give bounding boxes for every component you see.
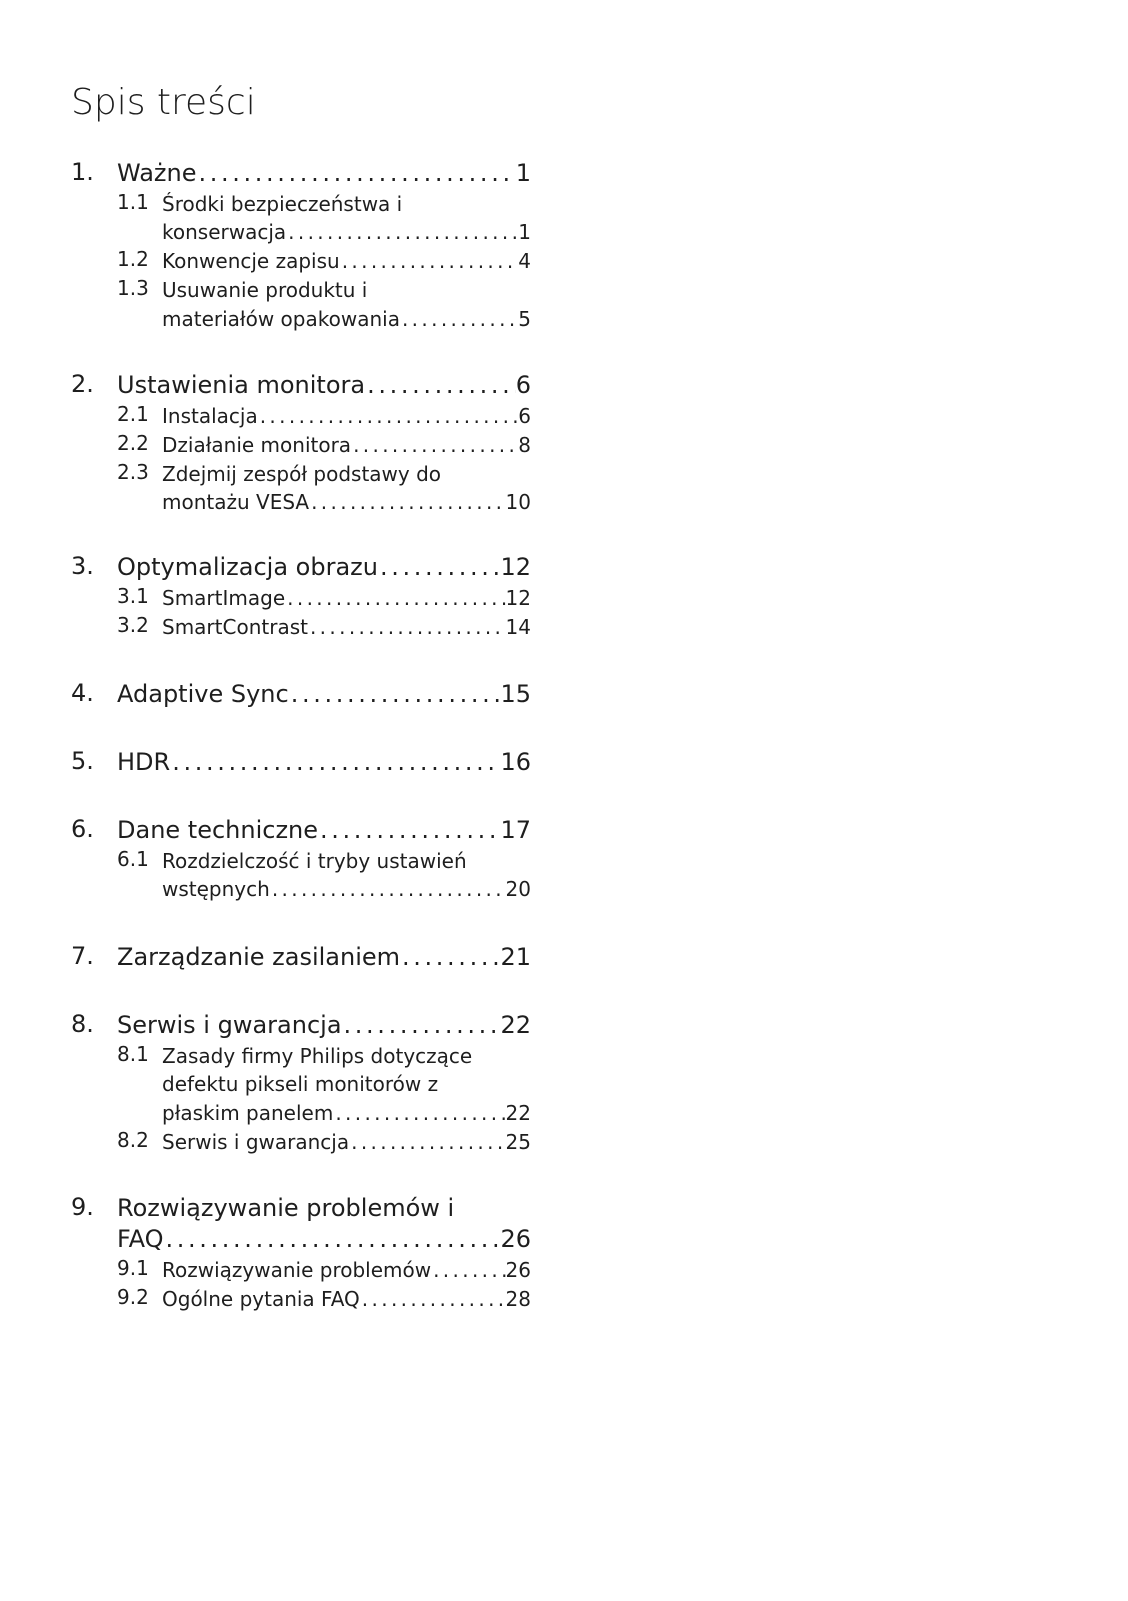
toc-line bbox=[162, 847, 531, 876]
toc-line bbox=[117, 1010, 531, 1041]
toc-page-number: 1 bbox=[518, 220, 531, 245]
toc-line bbox=[117, 552, 531, 583]
toc-line bbox=[162, 488, 531, 517]
toc-title-text: Optymalizacja obrazu bbox=[117, 553, 378, 581]
toc-page-number: 15 bbox=[500, 680, 531, 708]
toc-entry-body bbox=[117, 815, 531, 846]
toc-line bbox=[162, 305, 531, 334]
dot-leader bbox=[286, 218, 518, 247]
toc-page-number: 16 bbox=[500, 748, 531, 776]
toc-entry-body bbox=[117, 1193, 531, 1255]
toc-title-text: materiałów opakowania bbox=[162, 306, 400, 331]
toc-number: 3. bbox=[71, 552, 94, 580]
toc-title-text: Działanie monitora bbox=[162, 432, 352, 457]
toc-line bbox=[162, 1070, 531, 1099]
toc-entry-body bbox=[117, 552, 531, 583]
toc-entry-body bbox=[117, 942, 531, 973]
toc-title-text: Serwis i gwarancja bbox=[117, 1011, 342, 1039]
toc-line bbox=[162, 1256, 531, 1285]
toc-line bbox=[117, 370, 531, 401]
toc-number: 2. bbox=[71, 370, 94, 398]
toc-line bbox=[162, 1042, 531, 1071]
toc-number: 9. bbox=[71, 1193, 94, 1221]
toc-line bbox=[162, 276, 531, 305]
dot-leader bbox=[378, 552, 500, 583]
toc-page-number: 12 bbox=[505, 585, 531, 610]
dot-leader bbox=[365, 370, 516, 401]
toc-entry-body bbox=[162, 584, 531, 613]
toc-entry-body bbox=[162, 1285, 531, 1314]
toc-entry-body bbox=[162, 247, 531, 276]
toc-line bbox=[162, 460, 531, 489]
toc-title-text: Dane techniczne bbox=[117, 816, 319, 844]
toc-entry-body bbox=[162, 1042, 531, 1128]
toc-number: 6. bbox=[71, 815, 94, 843]
toc-number: 8.2 bbox=[117, 1127, 149, 1152]
toc-line bbox=[117, 679, 531, 710]
toc-number: 3.2 bbox=[117, 612, 149, 637]
toc-page-number: 10 bbox=[505, 490, 531, 515]
toc-page-number: 6 bbox=[515, 371, 531, 399]
toc-page-number: 5 bbox=[518, 306, 531, 331]
toc-entry-body bbox=[117, 1010, 531, 1041]
toc-title-text: Ogólne pytania FAQ bbox=[162, 1286, 360, 1311]
toc-page-number: 25 bbox=[505, 1129, 531, 1154]
toc-title-text: SmartContrast bbox=[162, 614, 308, 639]
dot-leader bbox=[164, 1224, 501, 1255]
dot-leader bbox=[400, 305, 518, 334]
toc-line bbox=[117, 747, 531, 778]
dot-leader bbox=[285, 584, 505, 613]
toc-page-number: 21 bbox=[500, 943, 531, 971]
dot-leader bbox=[342, 1010, 501, 1041]
toc-line bbox=[162, 190, 531, 219]
toc-number: 9.2 bbox=[117, 1284, 149, 1309]
toc-number: 2.3 bbox=[117, 459, 149, 484]
toc-page-number: 26 bbox=[500, 1225, 531, 1253]
toc-number: 1. bbox=[71, 158, 94, 186]
toc-entry-body bbox=[162, 847, 531, 904]
dot-leader bbox=[308, 613, 506, 642]
toc-entry-body bbox=[117, 158, 531, 189]
toc-line bbox=[162, 1099, 531, 1128]
toc-title-text: montażu VESA bbox=[162, 490, 310, 515]
toc-title-text: Konwencje zapisu bbox=[162, 249, 340, 274]
toc-entry-body bbox=[162, 613, 531, 642]
toc-number: 8.1 bbox=[117, 1041, 149, 1066]
toc-page-number: 8 bbox=[518, 432, 531, 457]
toc-line bbox=[117, 1224, 531, 1255]
toc-number: 8. bbox=[71, 1010, 94, 1038]
toc-title-text: konserwacja bbox=[162, 220, 287, 245]
toc-line bbox=[162, 1128, 531, 1157]
toc-title-text: defektu pikseli monitorów z bbox=[162, 1072, 439, 1097]
toc-page-number: 28 bbox=[505, 1286, 531, 1311]
toc-page-number: 22 bbox=[505, 1100, 531, 1125]
toc-line bbox=[162, 875, 531, 904]
toc-entry-body bbox=[162, 1256, 531, 1285]
toc-line bbox=[162, 1285, 531, 1314]
toc-title-text: Instalacja bbox=[162, 403, 258, 428]
toc-title-text: Adaptive Sync bbox=[117, 680, 289, 708]
toc-entry-body bbox=[162, 431, 531, 460]
dot-leader bbox=[289, 679, 501, 710]
dot-leader bbox=[351, 431, 518, 460]
toc-page-number: 6 bbox=[518, 403, 531, 428]
toc-line bbox=[162, 402, 531, 431]
toc-page-number: 4 bbox=[518, 249, 531, 274]
toc-entry-body bbox=[117, 370, 531, 401]
toc-title-text: Rozwiązywanie problemów bbox=[162, 1257, 432, 1282]
toc-page-number: 1 bbox=[515, 159, 531, 187]
toc-number: 3.1 bbox=[117, 583, 149, 608]
toc-number: 2.1 bbox=[117, 401, 149, 426]
toc-number: 2.2 bbox=[117, 430, 149, 455]
toc-title-text: płaskim panelem bbox=[162, 1100, 334, 1125]
toc-line bbox=[162, 584, 531, 613]
toc-page-number: 22 bbox=[500, 1011, 531, 1039]
toc-number: 1.2 bbox=[117, 247, 149, 272]
toc-title-text: Rozwiązywanie problemów i bbox=[117, 1194, 455, 1222]
toc-page-number: 17 bbox=[500, 816, 531, 844]
dot-leader bbox=[258, 402, 519, 431]
toc-title-text: Ważne bbox=[117, 159, 197, 187]
toc-title-text: Rozdzielczość i tryby ustawień bbox=[162, 848, 467, 873]
toc-page-number: 26 bbox=[505, 1257, 531, 1282]
toc-line bbox=[117, 815, 531, 846]
toc-title-text: Zdejmij zespół podstawy do bbox=[162, 461, 442, 486]
toc-entry-body bbox=[117, 747, 531, 778]
toc-entry-body bbox=[117, 679, 531, 710]
toc-number: 4. bbox=[71, 679, 94, 707]
toc-line bbox=[162, 431, 531, 460]
toc-title-text: Zarządzanie zasilaniem bbox=[117, 943, 401, 971]
toc-number: 1.3 bbox=[117, 276, 149, 301]
dot-leader bbox=[431, 1256, 505, 1285]
toc-title-text: wstępnych bbox=[162, 877, 270, 902]
dot-leader bbox=[400, 942, 500, 973]
toc-title-text: Środki bezpieczeństwa i bbox=[162, 191, 403, 216]
toc-page-number: 20 bbox=[505, 877, 531, 902]
toc-line bbox=[162, 247, 531, 276]
dot-leader bbox=[170, 747, 500, 778]
toc-title-text: Serwis i gwarancja bbox=[162, 1129, 350, 1154]
toc-title-text: FAQ bbox=[117, 1225, 164, 1253]
toc-title-text: Ustawienia monitora bbox=[117, 371, 366, 399]
toc-page-number: 14 bbox=[505, 614, 531, 639]
dot-leader bbox=[349, 1128, 505, 1157]
dot-leader bbox=[270, 875, 506, 904]
toc-number: 9.1 bbox=[117, 1255, 149, 1280]
toc-number: 5. bbox=[71, 747, 94, 775]
toc-line bbox=[117, 1193, 531, 1224]
toc-title-text: Usuwanie produktu i bbox=[162, 278, 368, 303]
toc-number: 6.1 bbox=[117, 846, 149, 871]
dot-leader bbox=[309, 488, 505, 517]
toc-entry-body bbox=[162, 402, 531, 431]
toc-entry-body bbox=[162, 190, 531, 247]
toc-entry-body bbox=[162, 276, 531, 333]
toc-entry-body bbox=[162, 460, 531, 517]
toc-title-text: HDR bbox=[117, 748, 171, 776]
dot-leader bbox=[196, 158, 515, 189]
toc-entry-body bbox=[162, 1128, 531, 1157]
dot-leader bbox=[333, 1099, 505, 1128]
toc-page-number: 12 bbox=[500, 553, 531, 581]
toc-line bbox=[117, 158, 531, 189]
toc-line bbox=[162, 218, 531, 247]
toc-title-text: SmartImage bbox=[162, 585, 286, 610]
dot-leader bbox=[318, 815, 500, 846]
toc-number: 1.1 bbox=[117, 189, 149, 214]
dot-leader bbox=[340, 247, 519, 276]
toc-line bbox=[162, 613, 531, 642]
toc-line bbox=[117, 942, 531, 973]
toc-title-text: Zasady firmy Philips dotyczące bbox=[162, 1043, 473, 1068]
page-title: Spis treści bbox=[71, 82, 256, 123]
toc-number: 7. bbox=[71, 942, 94, 970]
dot-leader bbox=[360, 1285, 506, 1314]
